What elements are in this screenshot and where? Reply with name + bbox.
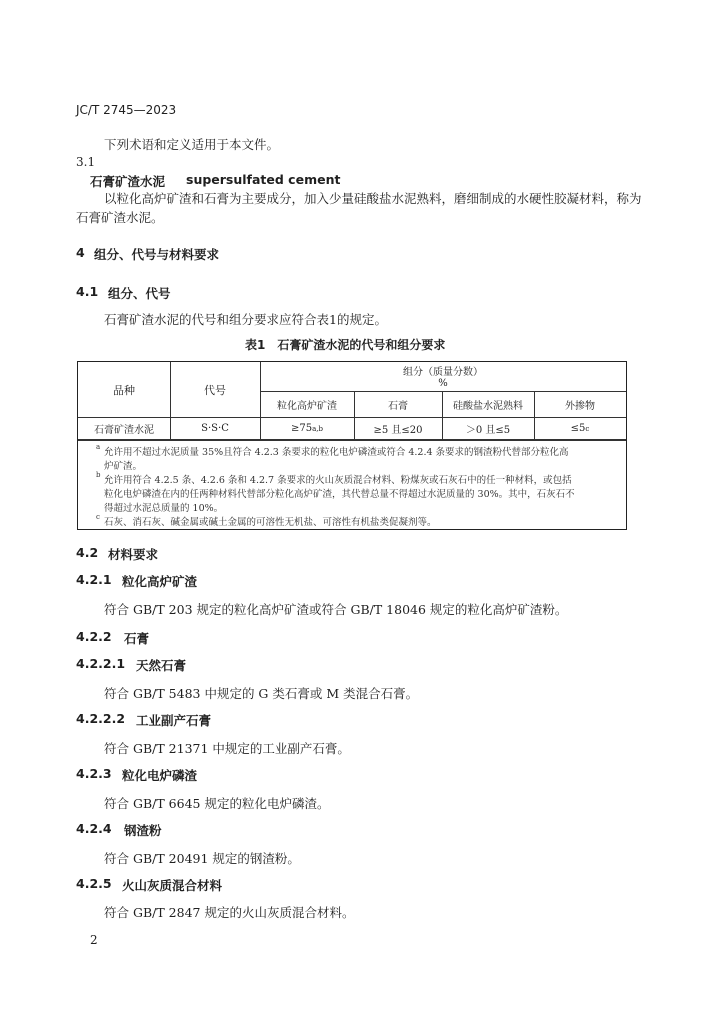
note-a-mark: a <box>96 443 101 451</box>
doc-code-header: JC/T 2745—2023 <box>76 103 177 117</box>
item-4-2-1-title: 粒化高炉矿渣 <box>122 574 198 589</box>
header-code: 代号 <box>204 383 226 397</box>
intro-line: 下列术语和定义适用于本文件。 <box>104 137 280 152</box>
note-a-line2: 炉矿渣。 <box>104 461 143 472</box>
item-4-2-2-1-text: 符合 GB/T 5483 中规定的 G 类石膏或 M 类混合石膏。 <box>104 686 419 701</box>
note-b-mark: b <box>96 471 101 479</box>
header-group: 组分（质量分数） <box>403 367 483 378</box>
item-4-2-2-1-title: 天然石膏 <box>136 658 187 673</box>
item-4-2-4-text: 符合 GB/T 20491 规定的钢渣粉。 <box>104 851 300 866</box>
item-4-2-2-number: 4.2.2 <box>76 629 112 644</box>
section4-1-title: 组分、代号 <box>108 286 171 301</box>
item-4-2-3-text: 符合 GB/T 6645 规定的粒化电炉磷渣。 <box>104 796 330 811</box>
term-en: supersulfated cement <box>186 172 341 187</box>
section4-1-number: 4.1 <box>76 284 99 299</box>
component-table <box>77 361 627 530</box>
section4-2-title: 材料要求 <box>108 547 159 562</box>
row-slag-value <box>260 418 354 439</box>
note-a-line1: 允许用不超过水泥质量 35%且符合 4.2.3 条要求的粒化电炉磷渣或符合 4.2.4 条要求的钢渣粉代替部分粒化高 <box>104 447 569 458</box>
item-4-2-5-title: 火山灰质混合材料 <box>122 878 223 893</box>
item-4-2-5-text: 符合 GB/T 2847 规定的火山灰质混合材料。 <box>104 905 355 920</box>
item-4-2-5-number: 4.2.5 <box>76 876 112 891</box>
section4-2-number: 4.2 <box>76 545 99 560</box>
table-caption: 表1 石膏矿渣水泥的代号和组分要求 <box>245 338 446 352</box>
section4-1-text: 石膏矿渣水泥的代号和组分要求应符合表1的规定。 <box>104 312 387 327</box>
item-4-2-4-title: 钢渣粉 <box>124 823 162 838</box>
note-b-line1: 允许用符合 4.2.5 条、4.2.6 条和 4.2.7 条要求的火山灰质混合材料、粉煤灰或石灰石中的任一种材料，或包括 <box>104 475 572 486</box>
section4-number: 4 <box>76 245 85 260</box>
subheader-gypsum: 石膏 <box>388 401 408 412</box>
row-clinker-value: ＞0 且≤5 <box>465 425 511 436</box>
term-number: 3.1 <box>76 155 96 169</box>
item-4-2-3-title: 粒化电炉磷渣 <box>122 768 198 783</box>
term-definition-line1: 以粒化高炉矿渣和石膏为主要成分，加入少量硅酸盐水泥熟料，磨细制成的水硬性胶凝材料，称为 <box>104 191 642 206</box>
row-additive-value <box>534 418 626 439</box>
subheader-slag: 粒化高炉矿渣 <box>277 401 337 412</box>
section4-title: 组分、代号与材料要求 <box>94 247 220 262</box>
row-code: S·S·C <box>201 423 229 434</box>
row-additive-value-text: ≤5 <box>570 423 586 434</box>
note-b-line2: 粒化电炉磷渣在内的任两种材料代替部分粒化高炉矿渣，其代替总量不得超过水泥质量的 30%。其中，石灰石不 <box>104 489 575 500</box>
row-slag-value-sup: a,b <box>312 424 323 433</box>
item-4-2-4-number: 4.2.4 <box>76 821 112 836</box>
row-additive-value-sup: c <box>585 424 590 433</box>
note-c-mark: c <box>96 513 100 521</box>
subheader-additive: 外掺物 <box>565 401 595 412</box>
item-4-2-1-text: 符合 GB/T 203 规定的粒化高炉矿渣或符合 GB/T 18046 规定的粒化高炉矿渣粉。 <box>104 602 568 617</box>
header-group-unit: % <box>438 377 448 389</box>
term-definition-line2: 石膏矿渣水泥。 <box>76 210 164 225</box>
page-number: 2 <box>90 933 98 947</box>
note-b-line3: 得超过水泥总质量的 10%。 <box>104 503 224 514</box>
table-line <box>78 439 626 441</box>
item-4-2-2-2-title: 工业副产石膏 <box>136 713 212 728</box>
row-gypsum-value: ≥5 且≤20 <box>373 425 423 436</box>
row-slag-value-text: ≥75 <box>291 423 313 434</box>
row-variety: 石膏矿渣水泥 <box>94 425 154 436</box>
item-4-2-2-title: 石膏 <box>124 631 150 646</box>
item-4-2-1-number: 4.2.1 <box>76 572 112 587</box>
subheader-clinker: 硅酸盐水泥熟料 <box>453 401 523 412</box>
term-zh: 石膏矿渣水泥 <box>90 174 166 189</box>
item-4-2-2-2-text: 符合 GB/T 21371 中规定的工业副产石膏。 <box>104 741 350 756</box>
item-4-2-2-1-number: 4.2.2.1 <box>76 656 126 671</box>
note-c-line1: 石灰、消石灰、碱金属或碱土金属的可溶性无机盐、可溶性有机盐类促凝剂等。 <box>104 517 437 528</box>
item-4-2-3-number: 4.2.3 <box>76 766 112 781</box>
header-variety: 品种 <box>113 383 135 397</box>
item-4-2-2-2-number: 4.2.2.2 <box>76 711 126 726</box>
